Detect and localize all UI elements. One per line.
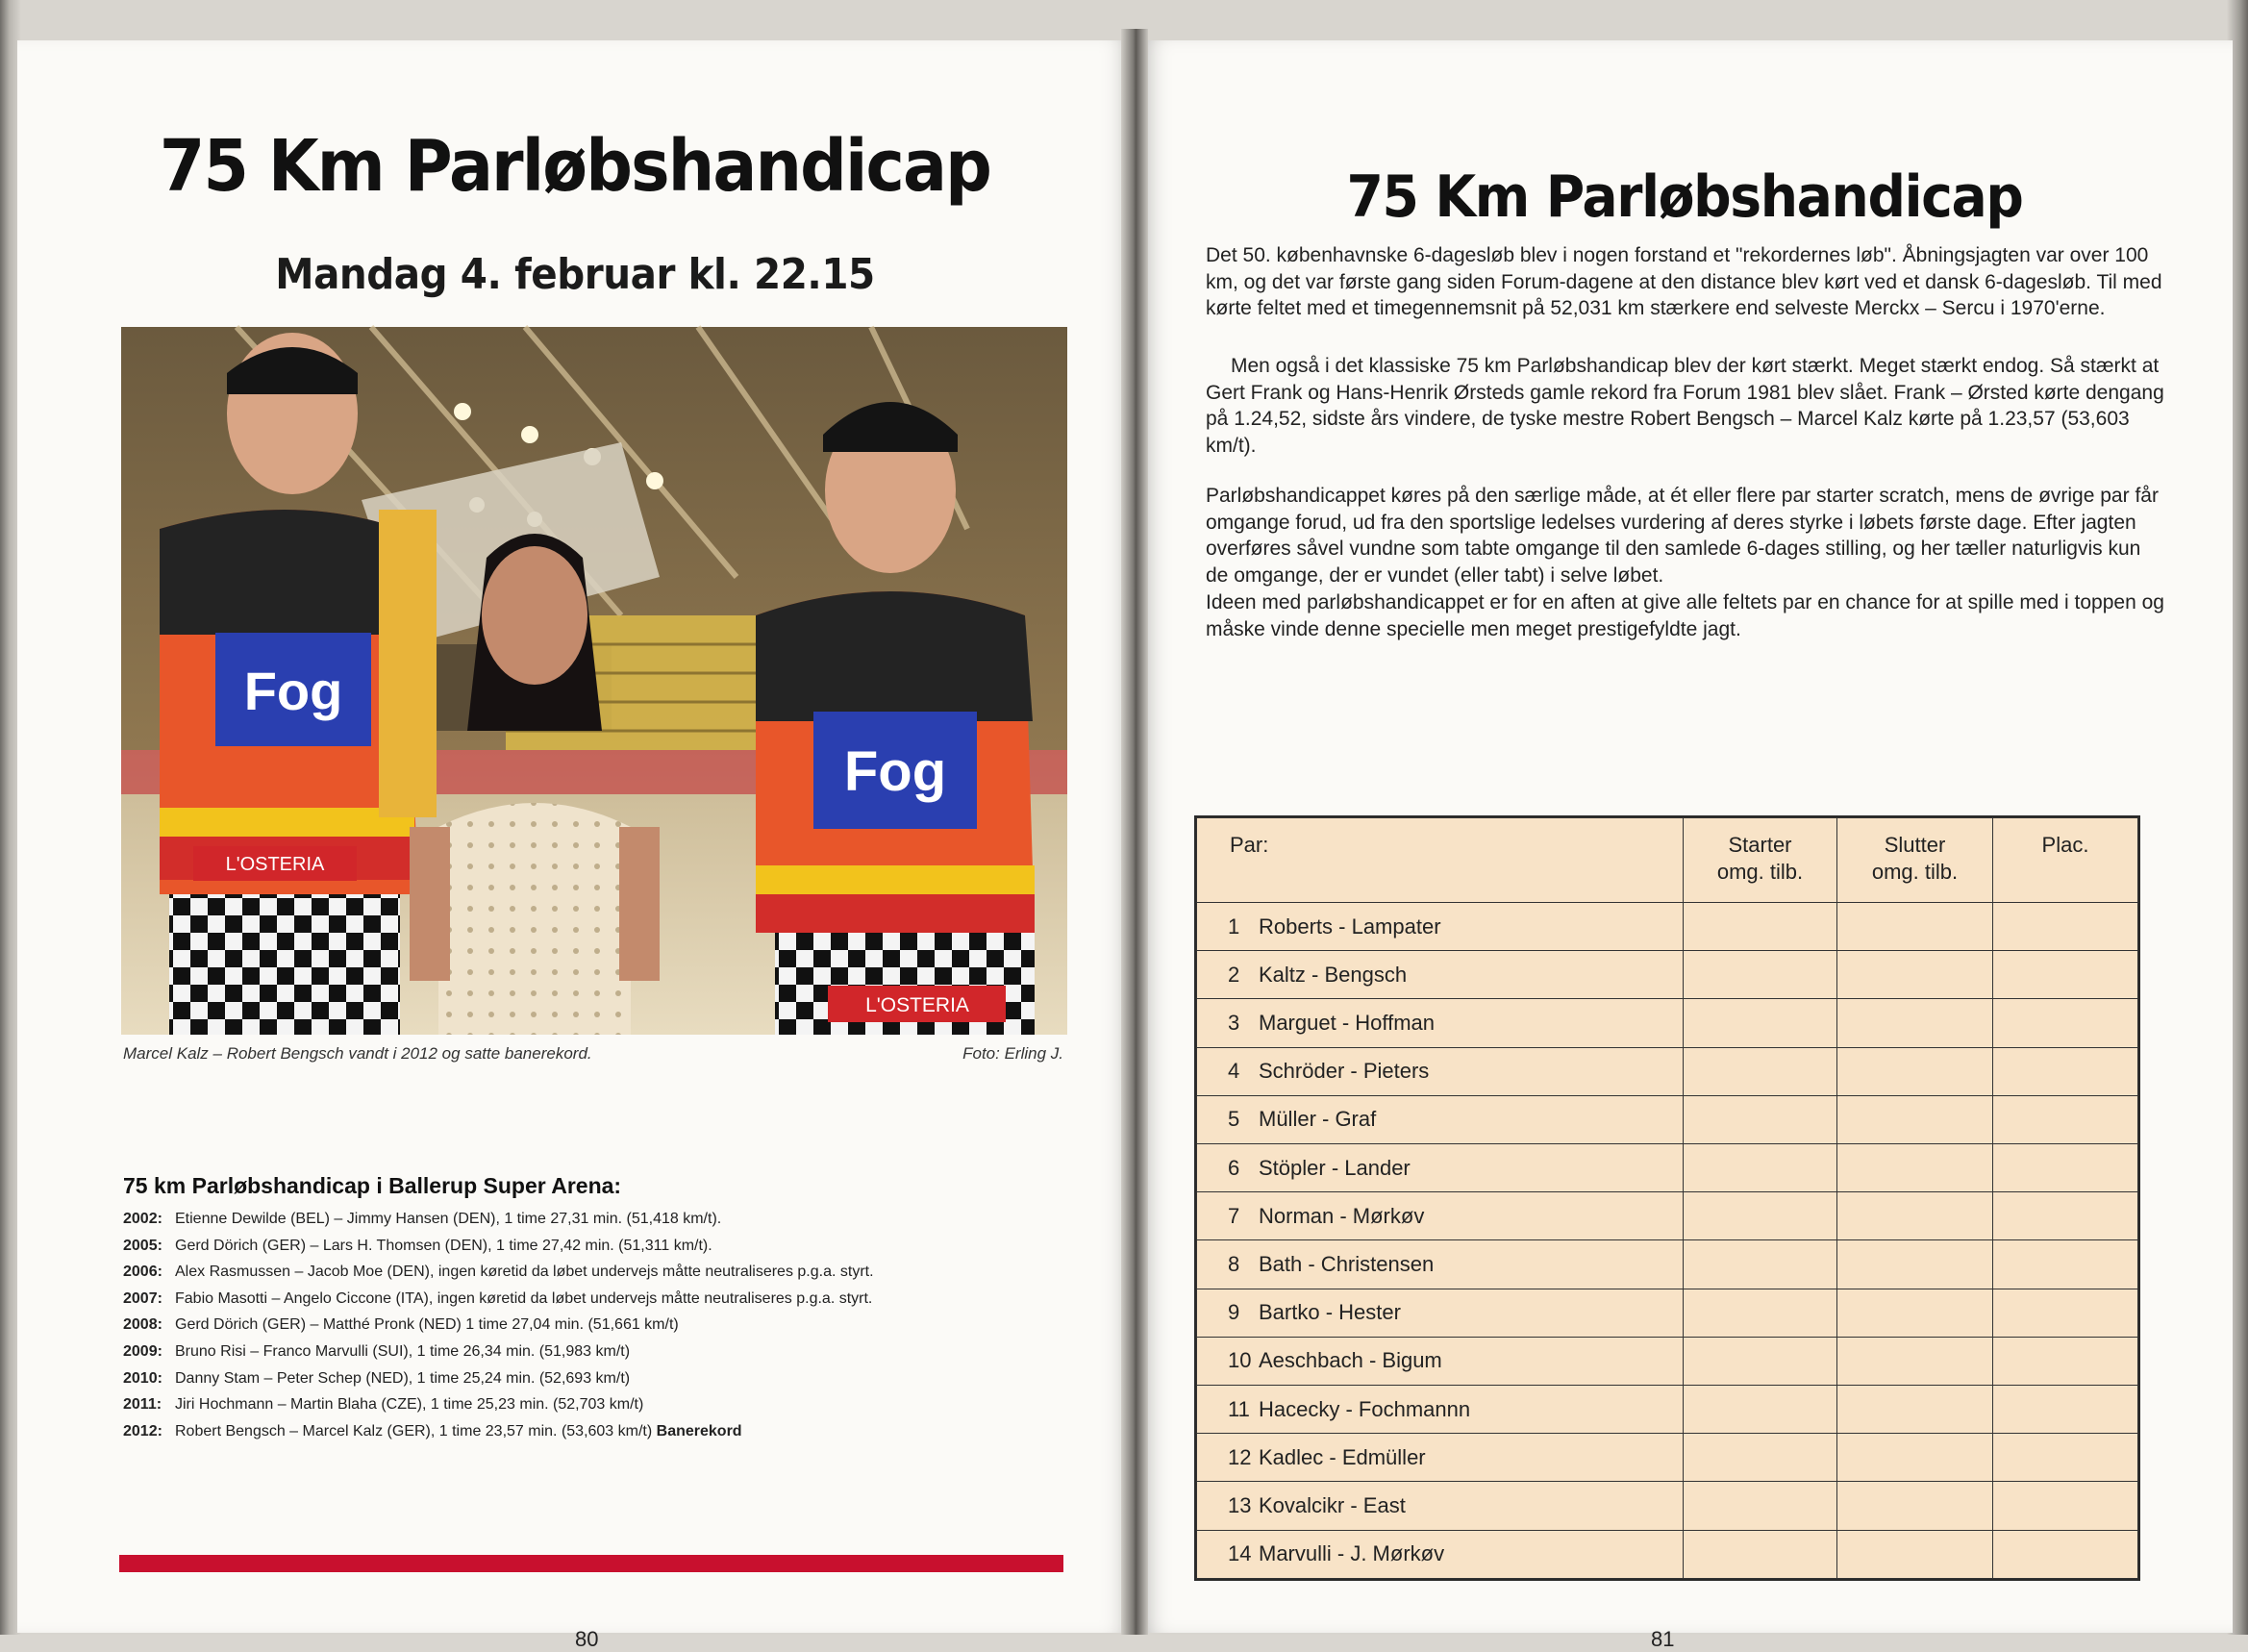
rules-paragraph: Parløbshandicappet køres på den særlige måde, at ét eller flere par starter scratch, mens de øvrige par får omgange forud, ud fra den sportslige ledelses vurdering af deres styrke i løbets første dage. Efter jagten overføres såvel vundne som tabte omgange til den samlede 6-dages stilling, og her tæller naturligvis kun de omgange, der er vundet (eller tabt) i selve løbet. xyxy=(1206,485,2159,587)
header-par: Par: xyxy=(1197,818,1684,903)
intro-paragraph: Det 50. københavnske 6-dagesløb blev i nogen forstand et "rekordernes løb". Åbningsjagten var over 100 km, og det var første gang siden Forum-dagene at den distance blev kørt ved et dansk 6-dagesløb. Til med kørte feltet med et timegennemsnit på 52,031 km stærkere end selveste Merckx – Sercu i 1970'erne. xyxy=(1206,244,2162,320)
record-note: Banerekord xyxy=(656,1422,742,1439)
header-plac: Plac. xyxy=(1993,818,2138,903)
result-text: Etienne Dewilde (BEL) – Jimmy Hansen (DEN), 1 time 27,31 min. (51,418 km/t). xyxy=(175,1211,722,1227)
pair-cell xyxy=(1197,1386,1684,1434)
plac-cell xyxy=(1993,1482,2138,1530)
result-row xyxy=(123,1365,1046,1392)
page-number: 80 xyxy=(575,1627,599,1651)
table-row xyxy=(1197,999,2138,1047)
slutter-cell xyxy=(1837,951,1993,999)
starter-cell xyxy=(1684,1240,1837,1289)
slutter-cell xyxy=(1837,1240,1993,1289)
result-row xyxy=(123,1339,1046,1365)
starter-cell xyxy=(1684,1434,1837,1482)
result-row xyxy=(123,1206,1046,1233)
pair-name: Marguet - Hoffman xyxy=(1259,1011,1436,1035)
pair-cell xyxy=(1197,1192,1684,1240)
starter-cell xyxy=(1684,1530,1837,1578)
record-paragraph: Men også i det klassiske 75 km Parløbshandicap blev der kørt stærkt. Meget stærkt endog. Så stærkt at Gert Frank og Hans-Henrik Ørsteds gamle rekord fra Forum 1981 blev slået. Frank – Ørsted kørte dengang på 1.24,52, sidste års vindere, de tyske mestre Robert Bengsch – Marcel Kalz kørte på 1.23,57 (53,603 km/t). xyxy=(1206,355,2164,457)
table-row xyxy=(1197,1289,2138,1337)
starter-cell xyxy=(1684,999,1837,1047)
slutter-cell xyxy=(1837,1530,1993,1578)
plac-cell xyxy=(1993,1337,2138,1385)
pair-name: Aeschbach - Bigum xyxy=(1259,1348,1442,1373)
pair-cell xyxy=(1197,951,1684,999)
result-year: 2008: xyxy=(123,1316,162,1334)
pair-cell xyxy=(1197,1434,1684,1482)
slutter-cell xyxy=(1837,903,1993,951)
starter-cell xyxy=(1684,1047,1837,1095)
plac-cell xyxy=(1993,1530,2138,1578)
pair-cell xyxy=(1197,1482,1684,1530)
pair-cell xyxy=(1197,1047,1684,1095)
slutter-cell xyxy=(1837,1337,1993,1385)
header-starter xyxy=(1684,818,1837,903)
result-year: 2007: xyxy=(123,1289,162,1307)
pair-number: 7 xyxy=(1228,1203,1240,1228)
slutter-cell xyxy=(1837,1192,1993,1240)
page-subtitle: Mandag 4. februar kl. 22.15 xyxy=(275,250,875,299)
pair-number: 14 xyxy=(1228,1541,1252,1566)
result-year: 2009: xyxy=(123,1342,162,1360)
table-row xyxy=(1197,1240,2138,1289)
plac-cell xyxy=(1993,1386,2138,1434)
pair-number: 11 xyxy=(1228,1396,1250,1421)
slutter-cell xyxy=(1837,1482,1993,1530)
result-row xyxy=(123,1312,1046,1339)
result-row xyxy=(123,1233,1046,1260)
slutter-cell xyxy=(1837,1434,1993,1482)
result-year: 2002: xyxy=(123,1211,162,1227)
header-starter-line2: omg. tilb. xyxy=(1716,860,1804,884)
slutter-cell xyxy=(1837,1289,1993,1337)
table-row xyxy=(1197,1482,2138,1530)
pair-number: 4 xyxy=(1228,1059,1240,1084)
page-left xyxy=(17,40,1133,1651)
result-year: 2005: xyxy=(123,1237,162,1254)
table-row xyxy=(1197,1434,2138,1482)
race-photo xyxy=(121,327,1067,1035)
result-year: 2006: xyxy=(123,1264,162,1281)
pair-number: 3 xyxy=(1228,1011,1240,1035)
plac-cell xyxy=(1993,999,2138,1047)
results-heading: 75 km Parløbshandicap i Ballerup Super Arena: xyxy=(123,1173,622,1198)
page-title: 75 Km Parløbshandicap xyxy=(1346,163,2023,231)
header-slutter-line2: omg. tilb. xyxy=(1871,860,1959,884)
plac-cell xyxy=(1993,1240,2138,1289)
pair-cell xyxy=(1197,1337,1684,1385)
page-title: 75 Km Parløbshandicap xyxy=(159,125,991,208)
table-row xyxy=(1197,1337,2138,1385)
starter-cell xyxy=(1684,1289,1837,1337)
table-row xyxy=(1197,1047,2138,1095)
pair-name: Marvulli - J. Mørkøv xyxy=(1259,1541,1445,1566)
page-number: 81 xyxy=(1651,1627,1675,1651)
jersey-text-right: Fog xyxy=(843,740,947,803)
table-header-row xyxy=(1197,818,2138,903)
plac-cell xyxy=(1993,1289,2138,1337)
result-text: Jiri Hochmann – Martin Blaha (CZE), 1 time 25,23 min. (52,703 km/t) xyxy=(175,1396,644,1414)
pair-name: Müller - Graf xyxy=(1259,1107,1377,1132)
slutter-cell xyxy=(1837,999,1993,1047)
result-text: Fabio Masotti – Angelo Ciccone (ITA), ingen køretid da løbet undervejs måtte neutraliseres p.g.a. styrt. xyxy=(175,1289,873,1307)
result-row xyxy=(123,1286,1046,1313)
slutter-cell xyxy=(1837,1047,1993,1095)
plac-cell xyxy=(1993,1192,2138,1240)
sponsor-text-left: L'OSTERIA xyxy=(225,854,325,875)
pair-number: 2 xyxy=(1228,962,1240,987)
table-row xyxy=(1197,1095,2138,1143)
table-row xyxy=(1197,1386,2138,1434)
page-right xyxy=(1136,40,2233,1651)
plac-cell xyxy=(1993,1095,2138,1143)
result-text: Danny Stam – Peter Schep (NED), 1 time 25,24 min. (52,693 km/t) xyxy=(175,1369,631,1387)
pair-cell xyxy=(1197,1095,1684,1143)
pair-name: Kaltz - Bengsch xyxy=(1259,962,1408,987)
pair-name: Kovalcikr - East xyxy=(1259,1493,1406,1518)
pair-name: Bartko - Hester xyxy=(1259,1300,1401,1325)
pair-name: Roberts - Lampater xyxy=(1259,914,1441,939)
starter-cell xyxy=(1684,1482,1837,1530)
pair-name: Bath - Christensen xyxy=(1259,1252,1435,1277)
pair-number: 12 xyxy=(1228,1444,1252,1469)
pair-number: 1 xyxy=(1228,914,1240,939)
red-divider-bar xyxy=(119,1555,1063,1572)
pair-cell xyxy=(1197,1289,1684,1337)
pair-cell xyxy=(1197,1240,1684,1289)
pair-name: Kadlec - Edmüller xyxy=(1259,1444,1426,1469)
result-text: Gerd Dörich (GER) – Matthé Pronk (NED) 1 time 27,04 min. (51,661 km/t) xyxy=(175,1316,679,1334)
plac-cell xyxy=(1993,1434,2138,1482)
slutter-cell xyxy=(1837,1386,1993,1434)
pair-cell xyxy=(1197,903,1684,951)
starter-cell xyxy=(1684,903,1837,951)
pair-number: 13 xyxy=(1228,1493,1252,1518)
starter-cell xyxy=(1684,1095,1837,1143)
photo-caption: Marcel Kalz – Robert Bengsch vandt i 2012 og satte banerekord. xyxy=(123,1044,592,1063)
header-slutter-line1: Slutter xyxy=(1884,833,1946,857)
pair-number: 5 xyxy=(1228,1107,1240,1132)
pair-name: Hacecky - Fochmannn xyxy=(1259,1396,1471,1421)
result-text: Robert Bengsch – Marcel Kalz (GER), 1 time 23,57 min. (53,603 km/t) xyxy=(175,1422,657,1439)
starter-cell xyxy=(1684,951,1837,999)
pair-cell xyxy=(1197,999,1684,1047)
jersey-text-left: Fog xyxy=(243,661,343,721)
results-list xyxy=(123,1206,1046,1444)
slutter-cell xyxy=(1837,1095,1993,1143)
result-year: 2011: xyxy=(123,1396,162,1414)
sponsor-text-right: L'OSTERIA xyxy=(865,994,969,1016)
slutter-cell xyxy=(1837,1144,1993,1192)
result-row xyxy=(123,1391,1046,1418)
plac-cell xyxy=(1993,1144,2138,1192)
pair-name: Schröder - Pieters xyxy=(1259,1059,1430,1084)
book-gutter xyxy=(1121,29,1148,1635)
table-row xyxy=(1197,951,2138,999)
result-text: Gerd Dörich (GER) – Lars H. Thomsen (DEN), 1 time 27,42 min. (51,311 km/t). xyxy=(175,1237,712,1254)
pair-number: 9 xyxy=(1228,1300,1240,1325)
table-row xyxy=(1197,1530,2138,1578)
table-row xyxy=(1197,903,2138,951)
plac-cell xyxy=(1993,1047,2138,1095)
result-text: Bruno Risi – Franco Marvulli (SUI), 1 time 26,34 min. (51,983 km/t) xyxy=(175,1342,631,1360)
pair-cell xyxy=(1197,1530,1684,1578)
photo-credit: Foto: Erling J. xyxy=(962,1044,1063,1063)
pair-cell xyxy=(1197,1144,1684,1192)
pair-name: Stöpler - Lander xyxy=(1259,1155,1411,1180)
header-slutter xyxy=(1837,818,1993,903)
result-row xyxy=(123,1259,1046,1286)
table-row xyxy=(1197,1192,2138,1240)
result-row xyxy=(123,1418,1046,1445)
starter-cell xyxy=(1684,1386,1837,1434)
pair-number: 8 xyxy=(1228,1252,1240,1277)
result-text: Alex Rasmussen – Jacob Moe (DEN), ingen køretid da løbet undervejs måtte neutraliseres p.g.a. styrt. xyxy=(175,1264,874,1281)
starter-cell xyxy=(1684,1144,1837,1192)
result-year: 2010: xyxy=(123,1369,162,1387)
starter-cell xyxy=(1684,1337,1837,1385)
pair-number: 6 xyxy=(1228,1155,1240,1180)
result-year: 2012: xyxy=(123,1422,162,1439)
header-starter-line1: Starter xyxy=(1728,833,1792,857)
idea-paragraph: Ideen med parløbshandicappet er for en aften at give alle feltets par en chance for at spille med i toppen og måske vinde denne specielle men meget prestigefyldte jagt. xyxy=(1206,591,2164,640)
plac-cell xyxy=(1993,903,2138,951)
pair-number: 10 xyxy=(1228,1348,1252,1373)
plac-cell xyxy=(1993,951,2138,999)
starter-cell xyxy=(1684,1192,1837,1240)
pair-name: Norman - Mørkøv xyxy=(1259,1203,1425,1228)
table-row xyxy=(1197,1144,2138,1192)
pairs-table xyxy=(1194,815,2140,1581)
